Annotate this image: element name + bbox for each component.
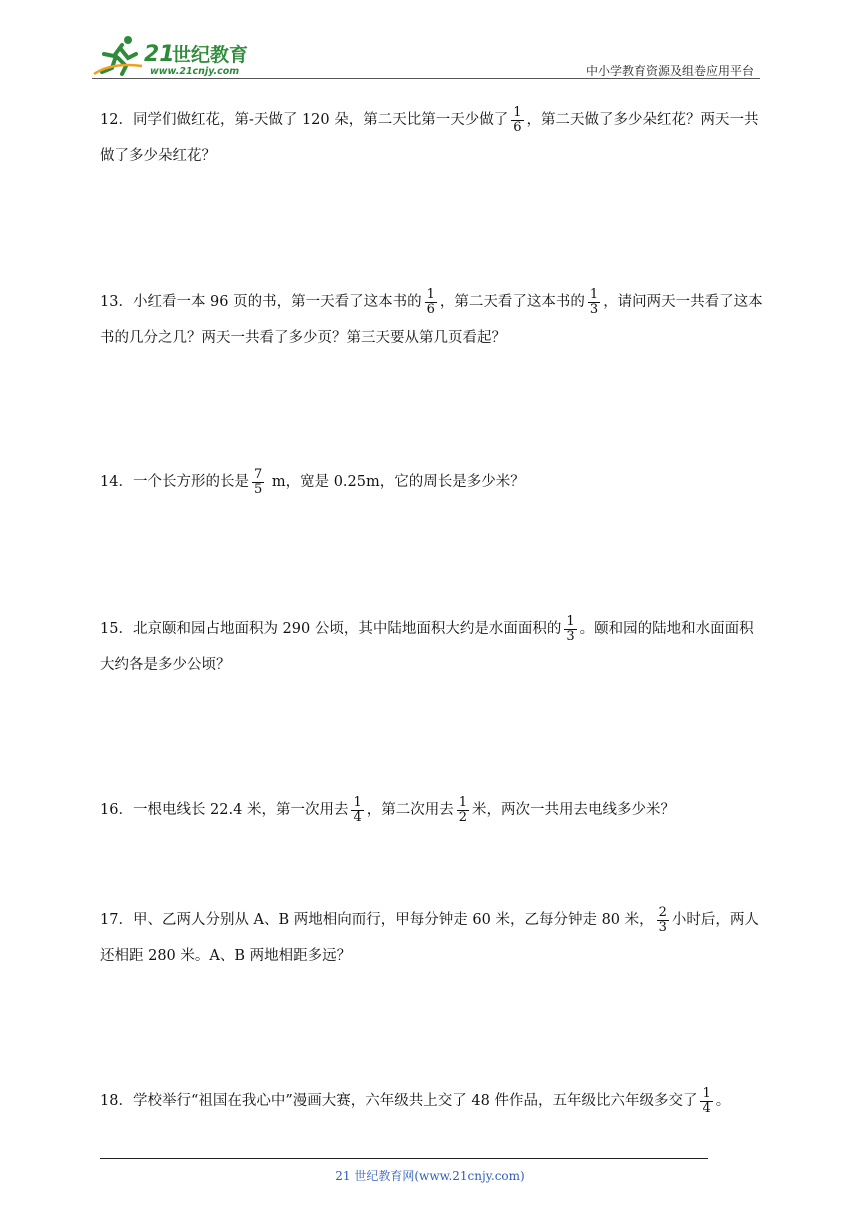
fraction-numerator: 1 (353, 794, 362, 810)
fraction-denominator: 3 (658, 919, 667, 935)
question-text-part: 14．一个长方形的长是 (100, 474, 249, 490)
question-12 (100, 102, 765, 174)
fraction (588, 288, 600, 317)
header-platform-text: 中小学教育资源及组卷应用平台 (585, 64, 754, 78)
svg-text:世纪教育: 世纪教育 (172, 44, 249, 66)
question-text (100, 902, 765, 974)
svg-text:www.21cnjy.com: www.21cnjy.com (150, 66, 240, 77)
fraction-numerator: 1 (513, 104, 522, 120)
fraction-numerator: 1 (589, 286, 599, 302)
fraction (657, 906, 669, 935)
fraction-numerator: 1 (426, 286, 435, 302)
fraction-denominator: 3 (589, 301, 599, 317)
question-text (100, 284, 765, 356)
question-text-part: 米，两次一共用去电线多少米？ (472, 802, 676, 818)
question-text (100, 102, 765, 174)
fraction-numerator: 1 (458, 794, 468, 810)
question-text-part: 12．同学们做红花，第-天做了 120 朵，第二天比第一天少做了 (100, 112, 509, 128)
fraction-denominator: 4 (702, 1100, 711, 1116)
question-text-part: 13．小红看一本 96 页的书，第一天看了这本书的 (100, 294, 422, 310)
fraction-numerator: 1 (702, 1085, 711, 1101)
question-text (100, 611, 765, 683)
question-14 (100, 464, 765, 500)
question-15 (100, 611, 765, 683)
fraction-denominator: 5 (253, 481, 263, 497)
fraction-denominator: 6 (426, 301, 435, 317)
footer-divider (100, 1158, 708, 1159)
question-17 (100, 902, 765, 974)
question-text-part: 。颐和园的陆地和水面面积大约各是多少公顷？ (100, 621, 754, 673)
question-text-part: 17．甲、乙两人分别从 A、B 两地相向而行，甲每分钟走 60 米，乙每分钟走 80 米， (100, 912, 654, 928)
question-text-part: 小时后，两人还相距 280 米。A、B 两地相距多远？ (100, 912, 759, 964)
question-text-part: 15．北京颐和园占地面积为 290 公顷，其中陆地面积大约是水面面积的 (100, 621, 562, 637)
fraction (564, 615, 576, 644)
question-text-part: ，第二天看了这本书的 (439, 294, 585, 310)
question-text-part: 。 (715, 1093, 731, 1109)
question-text (100, 792, 765, 828)
fraction (457, 796, 469, 825)
fraction (511, 106, 523, 135)
fraction-numerator: 2 (658, 904, 667, 920)
question-text-part: ，第二天做了多少朵红花？两天一共做了多少朵红花？ (100, 112, 759, 164)
fraction (252, 468, 264, 497)
question-16 (100, 792, 765, 828)
question-text-part: 16．一根电线长 22.4 米，第一次用去 (100, 802, 349, 818)
page-header (92, 32, 760, 78)
fraction-denominator: 6 (513, 119, 522, 135)
question-text-part: ，请问两天一共看了这本书的几分之几？两天一共看了多少页？第三天要从第几页看起？ (100, 294, 763, 346)
fraction-denominator: 3 (566, 628, 575, 644)
runner-icon (94, 36, 142, 74)
question-text-part: ，第二次用去 (366, 802, 454, 818)
fraction-numerator: 1 (566, 613, 575, 629)
fraction (425, 288, 437, 317)
question-text (100, 464, 765, 500)
fraction-denominator: 2 (458, 809, 468, 825)
question-13 (100, 284, 765, 356)
question-text-part: m，宽是 0.25m，它的周长是多少米？ (267, 474, 525, 490)
question-18 (100, 1083, 765, 1119)
fraction (351, 796, 363, 825)
question-text (100, 1083, 765, 1119)
fraction-denominator: 4 (353, 809, 362, 825)
site-logo (92, 32, 262, 78)
fraction-numerator: 7 (253, 466, 263, 482)
fraction (700, 1087, 712, 1116)
footer-text: 21 世纪教育网(www.21cnjy.com) (335, 1169, 525, 1183)
svg-text:21: 21 (144, 42, 175, 67)
header-divider (92, 78, 760, 79)
question-text-part: 18．学校举行“祖国在我心中”漫画大赛，六年级共上交了 48 件作品，五年级比六年级多交了 (100, 1093, 698, 1109)
